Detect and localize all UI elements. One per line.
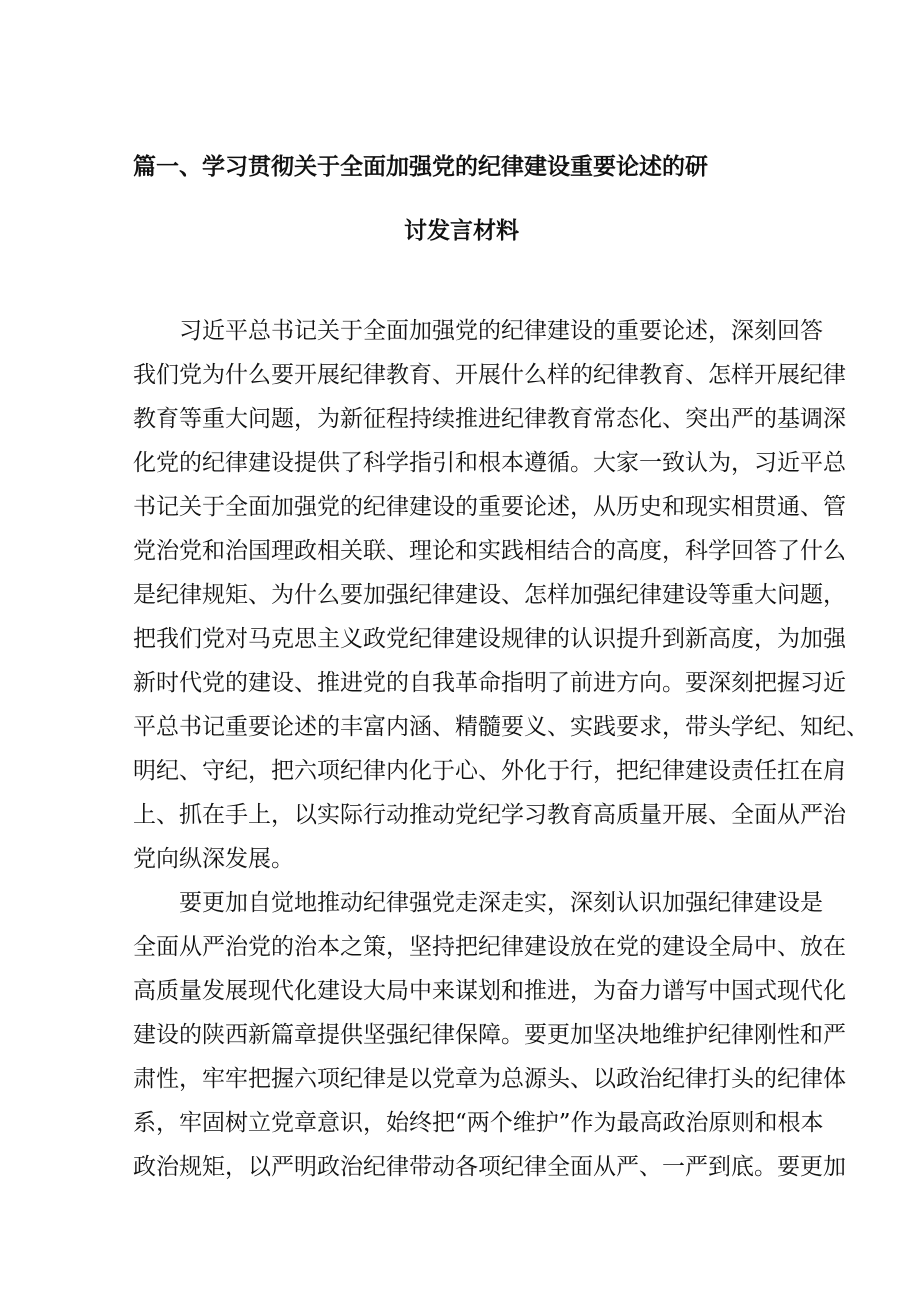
paragraph-line: 要更加自觉地推动纪律强党走深走实，深刻认识加强纪律建设是 bbox=[179, 890, 823, 916]
paragraph-line: 化党的纪律建设提供了科学指引和根本遵循。大家一致认为，习近平总 bbox=[133, 450, 846, 476]
paragraph-line: 党治党和治国理政相关联、理论和实践相结合的高度，科学回答了什么 bbox=[133, 538, 846, 564]
paragraph-line: 建设的陕西新篇章提供坚强纪律保障。要更加坚决地维护纪律刚性和严 bbox=[133, 1022, 846, 1048]
paragraph-line: 政治规矩，以严明政治纪律带动各项纪律全面从严、一严到底。要更加 bbox=[133, 1154, 846, 1180]
paragraph-line: 是纪律规矩、为什么要加强纪律建设、怎样加强纪律建设等重大问题， bbox=[133, 582, 846, 608]
paragraph-line: 上、抓在手上，以实际行动推动党纪学习教育高质量开展、全面从严治 bbox=[133, 802, 846, 828]
paragraph-line: 习近平总书记关于全面加强党的纪律建设的重要论述，深刻回答 bbox=[179, 318, 823, 344]
paragraph-line: 全面从严治党的治本之策，坚持把纪律建设放在党的建设全局中、放在 bbox=[133, 934, 846, 960]
paragraph-line: 把我们党对马克思主义政党纪律建设规律的认识提升到新高度，为加强 bbox=[133, 626, 846, 652]
paragraph-line: 新时代党的建设、推进党的自我革命指明了前进方向。要深刻把握习近 bbox=[133, 670, 846, 696]
document-title-line-1: 篇一、学习贯彻关于全面加强党的纪律建设重要论述的研 bbox=[133, 153, 708, 180]
paragraph-line: 肃性，牢牢把握六项纪律是以党章为总源头、以政治纪律打头的纪律体 bbox=[133, 1066, 846, 1092]
paragraph-line: 书记关于全面加强党的纪律建设的重要论述，从历史和现实相贯通、管 bbox=[133, 494, 846, 520]
paragraph-line: 系，牢固树立党章意识，始终把“两个维护”作为最高政治原则和根本 bbox=[133, 1110, 824, 1136]
paragraph-line: 明纪、守纪，把六项纪律内化于心、外化于行，把纪律建设责任扛在肩 bbox=[133, 758, 846, 784]
document-title-line-2: 讨发言材料 bbox=[404, 217, 519, 244]
paragraph-line: 党向纵深发展。 bbox=[133, 846, 294, 872]
paragraph-line: 教育等重大问题，为新征程持续推进纪律教育常态化、突出严的基调深 bbox=[133, 406, 846, 432]
paragraph-line: 高质量发展现代化建设大局中来谋划和推进，为奋力谱写中国式现代化 bbox=[133, 978, 846, 1004]
paragraph-line: 我们党为什么要开展纪律教育、开展什么样的纪律教育、怎样开展纪律 bbox=[133, 362, 846, 388]
paragraph-line: 平总书记重要论述的丰富内涵、精髓要义、实践要求，带头学纪、知纪、 bbox=[133, 714, 869, 740]
